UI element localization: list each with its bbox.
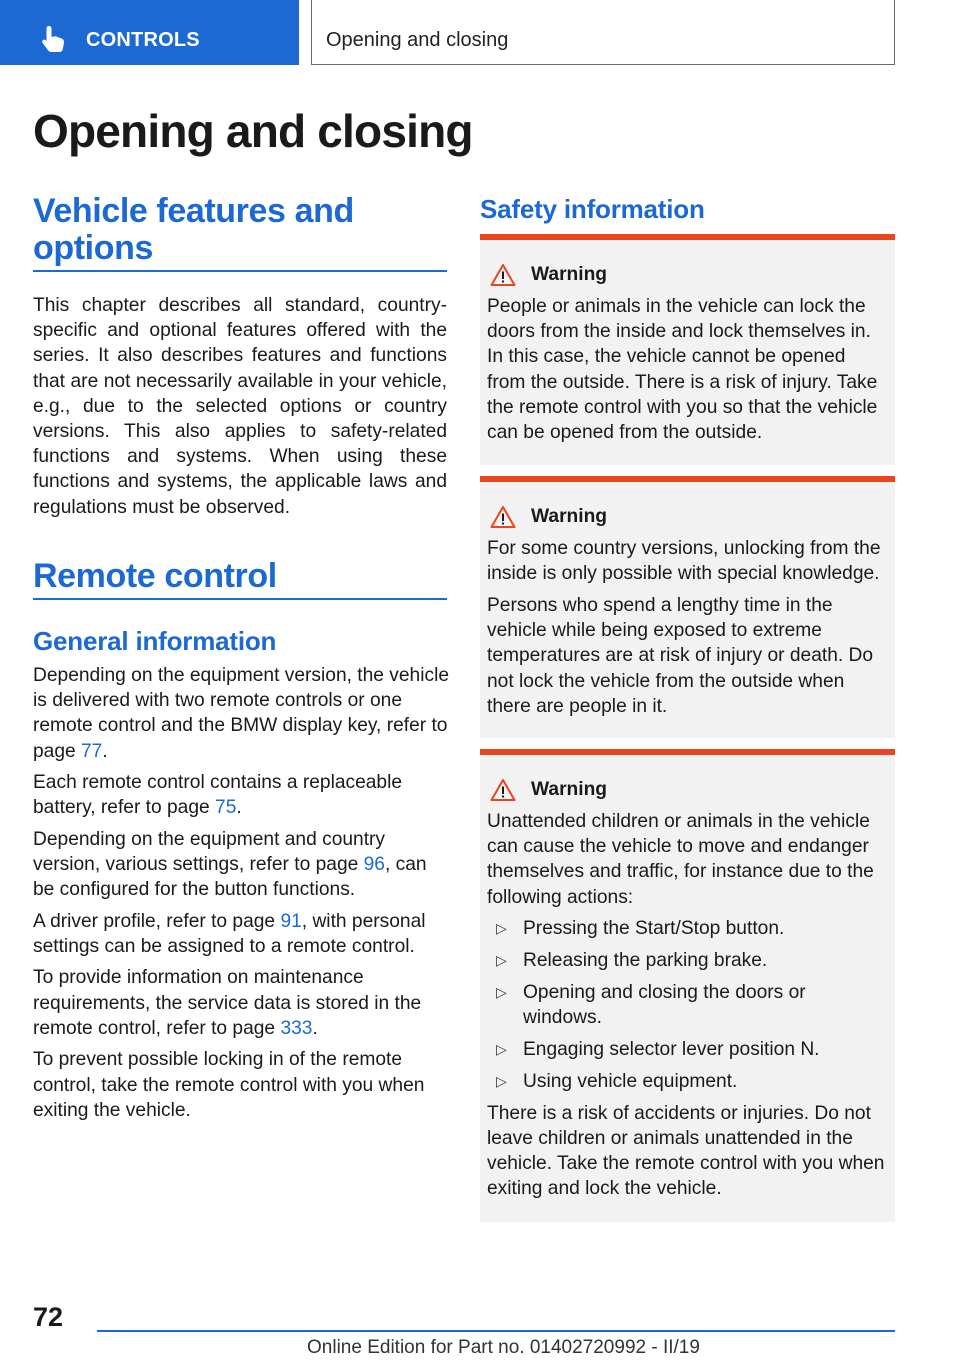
section-tab [0,0,299,65]
warning-body [487,536,887,719]
paragraph-text: . [312,1017,318,1039]
bullet-text: Using vehicle equipment. [523,1070,738,1092]
bullet-item [487,948,887,973]
warning-box [480,234,895,465]
paragraph-text: , with personal settings can be assigned to a remote control. [33,910,426,957]
warning-triangle-icon [490,505,516,529]
bullet-text: Releasing the parking brake. [523,950,768,972]
paragraph-text: A driver profile, refer to page [33,910,281,932]
page-link-91[interactable]: 91 [280,910,302,932]
page-link-75[interactable]: 75 [215,797,237,819]
warning-header [487,504,887,530]
bullet-text: Pressing the Start/Stop button. [523,918,785,940]
bullet-triangle-icon: ▷ [496,920,507,937]
bullet-text: Engaging selector lever position N. [523,1038,820,1060]
warning-triangle-icon [490,778,516,802]
warning-text: For some country versions, unlocking from the inside is only possible with special knowledge. [487,538,881,585]
vehicle-features-section [33,193,447,267]
warning-title: Warning [531,779,608,800]
warning-text: Unattended children or animals in the vehicle can cause the vehicle to move and endanger themselves and traffic, for instance due to the following actions: [487,811,874,908]
paragraph-text: Depending on the equipment and country version, various settings, refer to page [33,828,386,876]
hand-pointer-icon [40,24,66,54]
section-label: CONTROLS [86,29,200,51]
page-title: Opening and closing [33,105,473,157]
vehicle-features-rule [33,270,447,272]
page-link-333[interactable]: 333 [280,1017,313,1039]
footer-rule [97,1330,895,1332]
bullet-item [487,1037,887,1062]
paragraph-text: . [236,797,242,819]
warning-text: There is a risk of accidents or injuries. Do not leave children or animals unattended in the vehicle. Take the remote control with you when exiting and lock the vehicle. [487,1102,885,1200]
warning-body [487,809,887,1201]
paragraph-text: Each remote control contains a replaceable battery, refer to page [33,772,403,819]
general-information-heading: General information [33,626,277,656]
paragraph-text: . [102,740,108,762]
warning-header [487,262,887,288]
remote-control-paragraph [33,909,449,959]
remote-control-paragraph: To prevent possible locking in of the remote control, take the remote control with you when exiting the vehicle. [33,1049,425,1121]
safety-information-heading: Safety information [480,194,705,224]
warning-title: Warning [531,264,608,285]
warning-box [480,476,895,738]
warning-title: Warning [531,506,608,527]
warning-text: Persons who spend a lengthy time in the vehicle while being exposed to extreme temperatures are at risk of injury or death. Do not lock the vehicle from the outside when there are people in it. [487,594,874,717]
bullet-item [487,916,887,941]
warning-triangle-icon [490,263,516,287]
chapter-header-title: Opening and closing [326,29,509,51]
paragraph-text: Depending on the equipment version, the vehicle is delivered with two remote controls or one remote control and the BMW display key, refer to page [33,665,450,762]
bullet-triangle-icon: ▷ [496,983,507,1000]
remote-control-paragraph [33,770,449,820]
bullet-triangle-icon: ▷ [496,1040,507,1057]
bullet-triangle-icon: ▷ [496,952,507,969]
warning-header [487,777,887,803]
page-link-77[interactable]: 77 [81,740,103,762]
paragraph-text: To provide information on maintenance requirements, the service data is stored in the remote control, refer to page [33,967,422,1039]
remote-control-rule [33,598,447,600]
page-number: 72 [33,1302,64,1332]
bullet-item [487,980,887,1030]
warning-text: People or animals in the vehicle can lock the doors from the inside and lock themselves in. In this case, the vehicle cannot be opened from the outside. There is a risk of injury. Take the remote control with you so that the vehicle can be opened from the outside. [487,296,878,444]
page-link-96[interactable]: 96 [363,854,385,876]
bullet-item [487,1069,887,1094]
vehicle-features-heading: Vehicle features and options [33,192,354,267]
warning-body [487,294,887,445]
remote-control-paragraph [33,965,449,1041]
remote-control-heading: Remote control [33,557,277,595]
remote-control-paragraph [33,663,449,764]
bullet-triangle-icon: ▷ [496,1072,507,1089]
paragraph-text: , can be configured for the button functions. [33,854,427,901]
vehicle-features-text: This chapter describes all standard, country-specific and optional features offered with the series. It also describes features and functions that are not necessarily available in your vehicle, e.g., due to the selected options or country versions. This also applies to safety-related functions and systems. When using these functions and systems, the applicable laws and regulations must be observed. [33,295,447,518]
bullet-text: Opening and closing the doors or windows. [523,981,806,1029]
warning-box [480,749,895,1222]
footer-edition: Online Edition for Part no. 01402720992 - II/19 [307,1337,700,1358]
remote-control-paragraph [33,827,449,903]
vehicle-features-body [33,293,447,526]
remote-control-body [33,663,449,1129]
